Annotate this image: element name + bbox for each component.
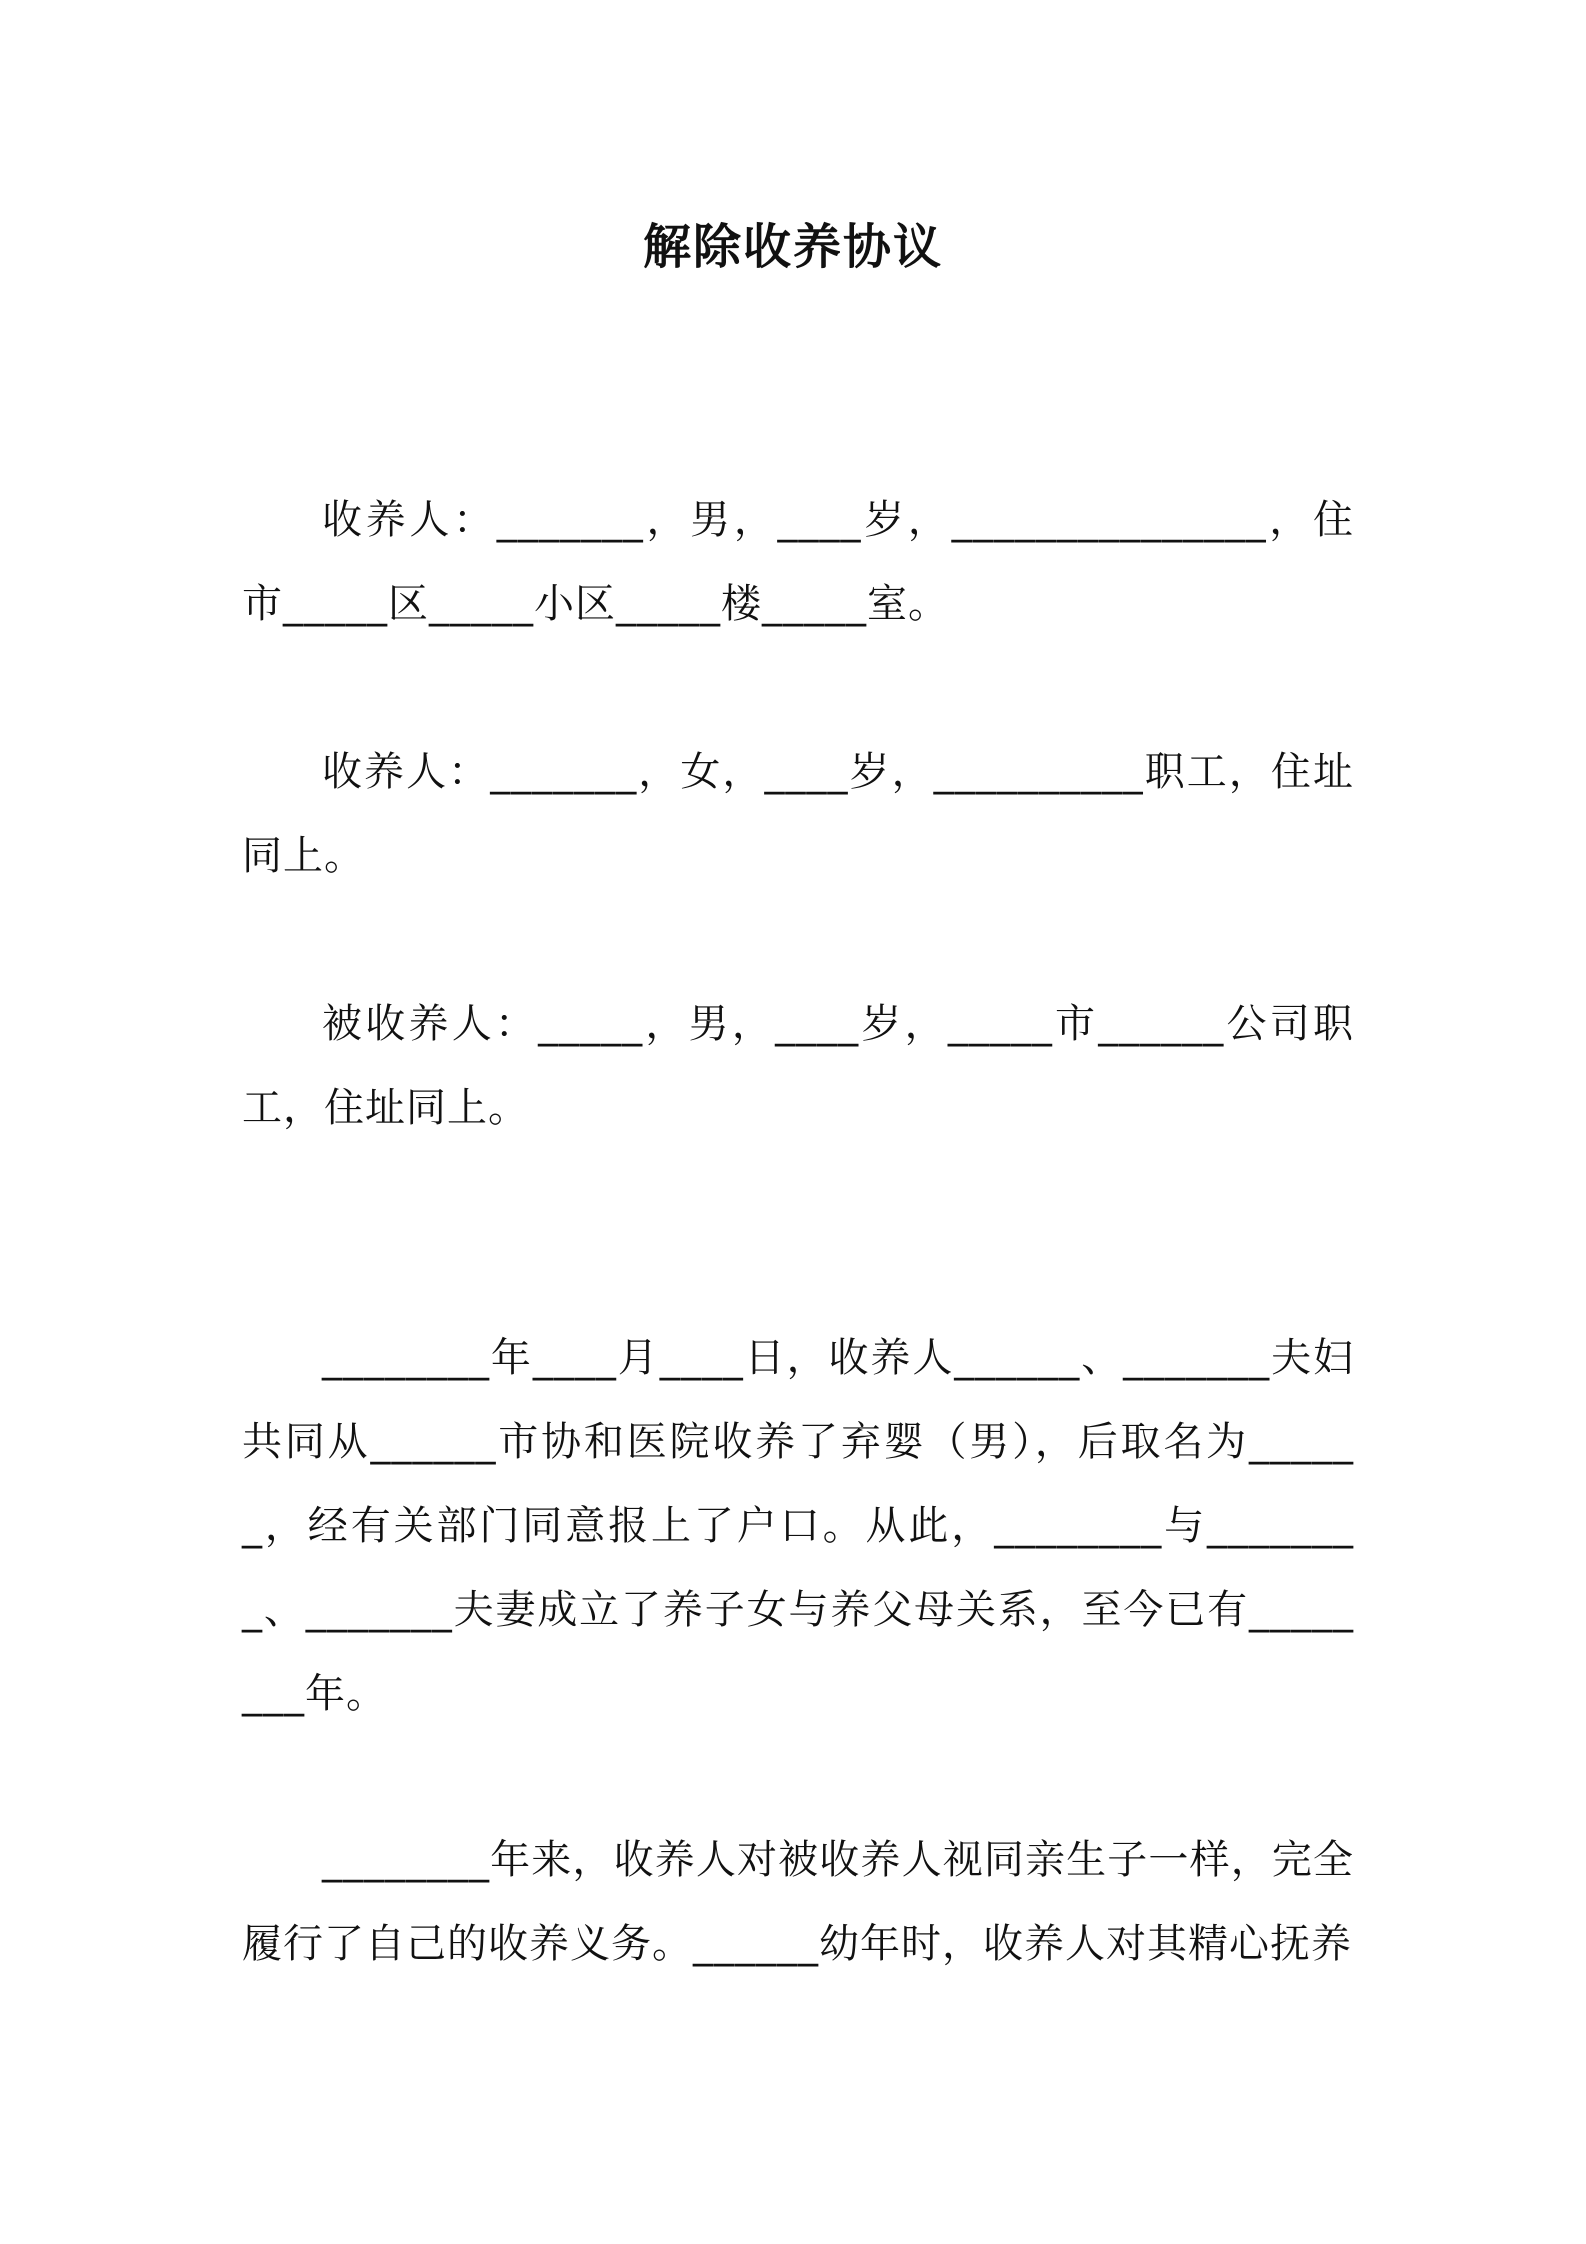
paragraph-adopter-female: 收养人：_______，女，____岁，__________职工，住址同上。 [242,749,1354,879]
document-title: 解除收养协议 [642,219,943,275]
paragraph-adoptee: 被收养人：_____，男，____岁，_____市______公司职工，住址同上。 [242,1001,1354,1131]
paragraph-adopter-male: 收养人：_______，男，____岁，_______________，住市_____区_____小区_____楼_____室。 [242,497,1354,627]
paragraph-adoption-history: ________年____月____日，收养人______、_______夫妇共同从______市协和医院收养了弃婴（男），后取名为______，经有关部门同意报上了户口。从此，________与________、_______夫妻成立了养子女与养父母关系，至今已有________年。 [242,1335,1354,1717]
paragraph-upbringing: ________年来，收养人对被收养人视同亲生子一样，完全履行了自己的收养义务。______幼年时，收养人对其精心抚养 [242,1837,1354,1967]
